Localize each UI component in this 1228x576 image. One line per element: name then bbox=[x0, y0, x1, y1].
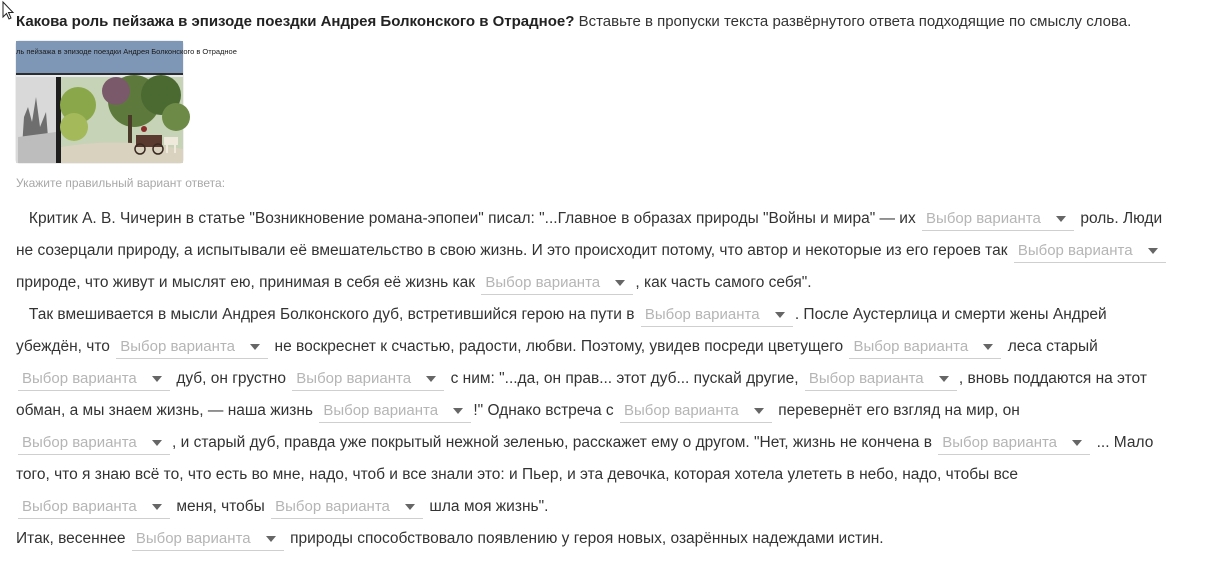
dropdown-arrow-icon bbox=[615, 280, 625, 286]
select-placeholder: Выбор варианта bbox=[485, 273, 601, 291]
blank-select-7[interactable] bbox=[18, 367, 170, 391]
dropdown-arrow-icon bbox=[983, 344, 993, 350]
dropdown-arrow-icon bbox=[266, 536, 276, 542]
select-placeholder: Выбор варианта bbox=[22, 497, 137, 515]
blank-select-13[interactable] bbox=[938, 431, 1090, 455]
dropdown-arrow-icon bbox=[426, 376, 436, 382]
dropdown-arrow-icon bbox=[405, 504, 415, 510]
blank-select-2[interactable] bbox=[1014, 239, 1166, 263]
dropdown-arrow-icon bbox=[152, 504, 162, 510]
dropdown-arrow-icon bbox=[152, 376, 162, 382]
dropdown-arrow-icon bbox=[754, 408, 764, 414]
blank-select-10[interactable] bbox=[319, 399, 471, 423]
question-title: Какова роль пейзажа в эпизоде поездки Андрея Болконского в Отрадное? bbox=[16, 13, 575, 30]
dropdown-arrow-icon bbox=[775, 312, 785, 318]
image-caption: ль пейзажа в эпизоде поездки Андрея Болконского в Отрадное bbox=[16, 41, 183, 75]
blank-select-9[interactable] bbox=[805, 367, 957, 391]
paragraph-1: Критик А. В. Чичерин в статье "Возникновение романа-эпопеи" писал: "...Главное в образах природы "Войны и мира" — их Выбор варианта роль. Люди не созерцали природу, а испытывали её вмешательство в свою жизнь. И это происходит потому, что автор и некоторые из его героев так Выбор варианта природе, что живут и мыслят ею, принимая в себя её жизнь как Выбор варианта , как часть самого себя". bbox=[16, 203, 1176, 299]
select-placeholder: Выбор варианта bbox=[22, 369, 137, 387]
question-header bbox=[16, 12, 1216, 32]
dropdown-arrow-icon bbox=[1056, 216, 1066, 222]
mouse-cursor-icon bbox=[2, 1, 16, 21]
select-placeholder: Выбор варианта bbox=[296, 369, 412, 387]
select-placeholder: Выбор варианта bbox=[120, 337, 235, 355]
select-placeholder: Выбор варианта bbox=[942, 433, 1058, 451]
blank-select-6[interactable] bbox=[849, 335, 1001, 359]
select-placeholder: Выбор варианта bbox=[644, 305, 760, 323]
select-placeholder: Выбор варианта bbox=[926, 209, 1041, 227]
dropdown-arrow-icon bbox=[939, 376, 949, 382]
dropdown-arrow-icon bbox=[453, 408, 463, 414]
blank-select-4[interactable] bbox=[641, 303, 793, 327]
select-placeholder: Выбор варианта bbox=[623, 401, 739, 419]
paragraph-2: Так вмешивается в мысли Андрея Болконского дуб, встретившийся герою на пути в Выбор варианта . После Аустерлица и смерти жены Андрей убеждён, что Выбор варианта не воскреснет к счастью, радости, любви. Поэтому, увидев посреди цветущего Выбор варианта леса старый Выбор варианта дуб, он грустно Выбор варианта с ним: "...да, он прав... этот дуб... пускай другие, Выбор варианта , вновь поддаются на этот обман, а мы знаем жизнь, — наша жизнь Выбор варианта !" Однако встреча с Выбор варианта перевернёт его взгляд на мир, он Выбор варианта , и старый дуб, правда уже покрытый нежной зеленью, расскажет ему о другом. "Нет, жизнь не кончена в Выбор варианта ... Мало того, что я знаю всё то, что есть во мне, надо, чтоб и все знали это: и Пьер, и эта девочка, которая хотела улететь в небо, надо, чтобы все Выбор варианта меня, чтобы Выбор варианта шла моя жизнь". bbox=[16, 299, 1176, 523]
blank-select-14[interactable] bbox=[18, 495, 170, 519]
landscape-illustration bbox=[16, 77, 183, 163]
blank-select-12[interactable] bbox=[18, 431, 170, 455]
select-placeholder: Выбор варианта bbox=[1017, 241, 1133, 259]
dropdown-arrow-icon bbox=[250, 344, 260, 350]
select-placeholder: Выбор варианта bbox=[22, 433, 137, 451]
blank-select-15[interactable] bbox=[271, 495, 423, 519]
select-placeholder: Выбор варианта bbox=[853, 337, 969, 355]
select-placeholder: Выбор варианта bbox=[135, 529, 251, 547]
blank-select-3[interactable] bbox=[481, 271, 633, 295]
dropdown-arrow-icon bbox=[152, 440, 162, 446]
answer-text bbox=[16, 203, 1176, 555]
select-placeholder: Выбор варианта bbox=[275, 497, 390, 515]
select-placeholder: Выбор варианта bbox=[323, 401, 439, 419]
blank-select-1[interactable] bbox=[922, 207, 1074, 231]
answer-hint: Укажите правильный вариант ответа: bbox=[16, 176, 226, 190]
blank-select-5[interactable] bbox=[116, 335, 268, 359]
paragraph-3: Итак, весеннее Выбор варианта природы способствовало появлению у героя новых, озарённых надеждами истин. bbox=[16, 523, 1176, 555]
blank-select-8[interactable] bbox=[292, 367, 444, 391]
blank-select-16[interactable] bbox=[132, 527, 284, 551]
select-placeholder: Выбор варианта bbox=[808, 369, 924, 387]
dropdown-arrow-icon bbox=[1148, 248, 1158, 254]
question-instruction: Вставьте в пропуски текста развёрнутого ответа подходящие по смыслу слова. bbox=[578, 13, 1132, 30]
blank-select-11[interactable] bbox=[620, 399, 772, 423]
dropdown-arrow-icon bbox=[1072, 440, 1082, 446]
question-image[interactable] bbox=[16, 41, 237, 163]
